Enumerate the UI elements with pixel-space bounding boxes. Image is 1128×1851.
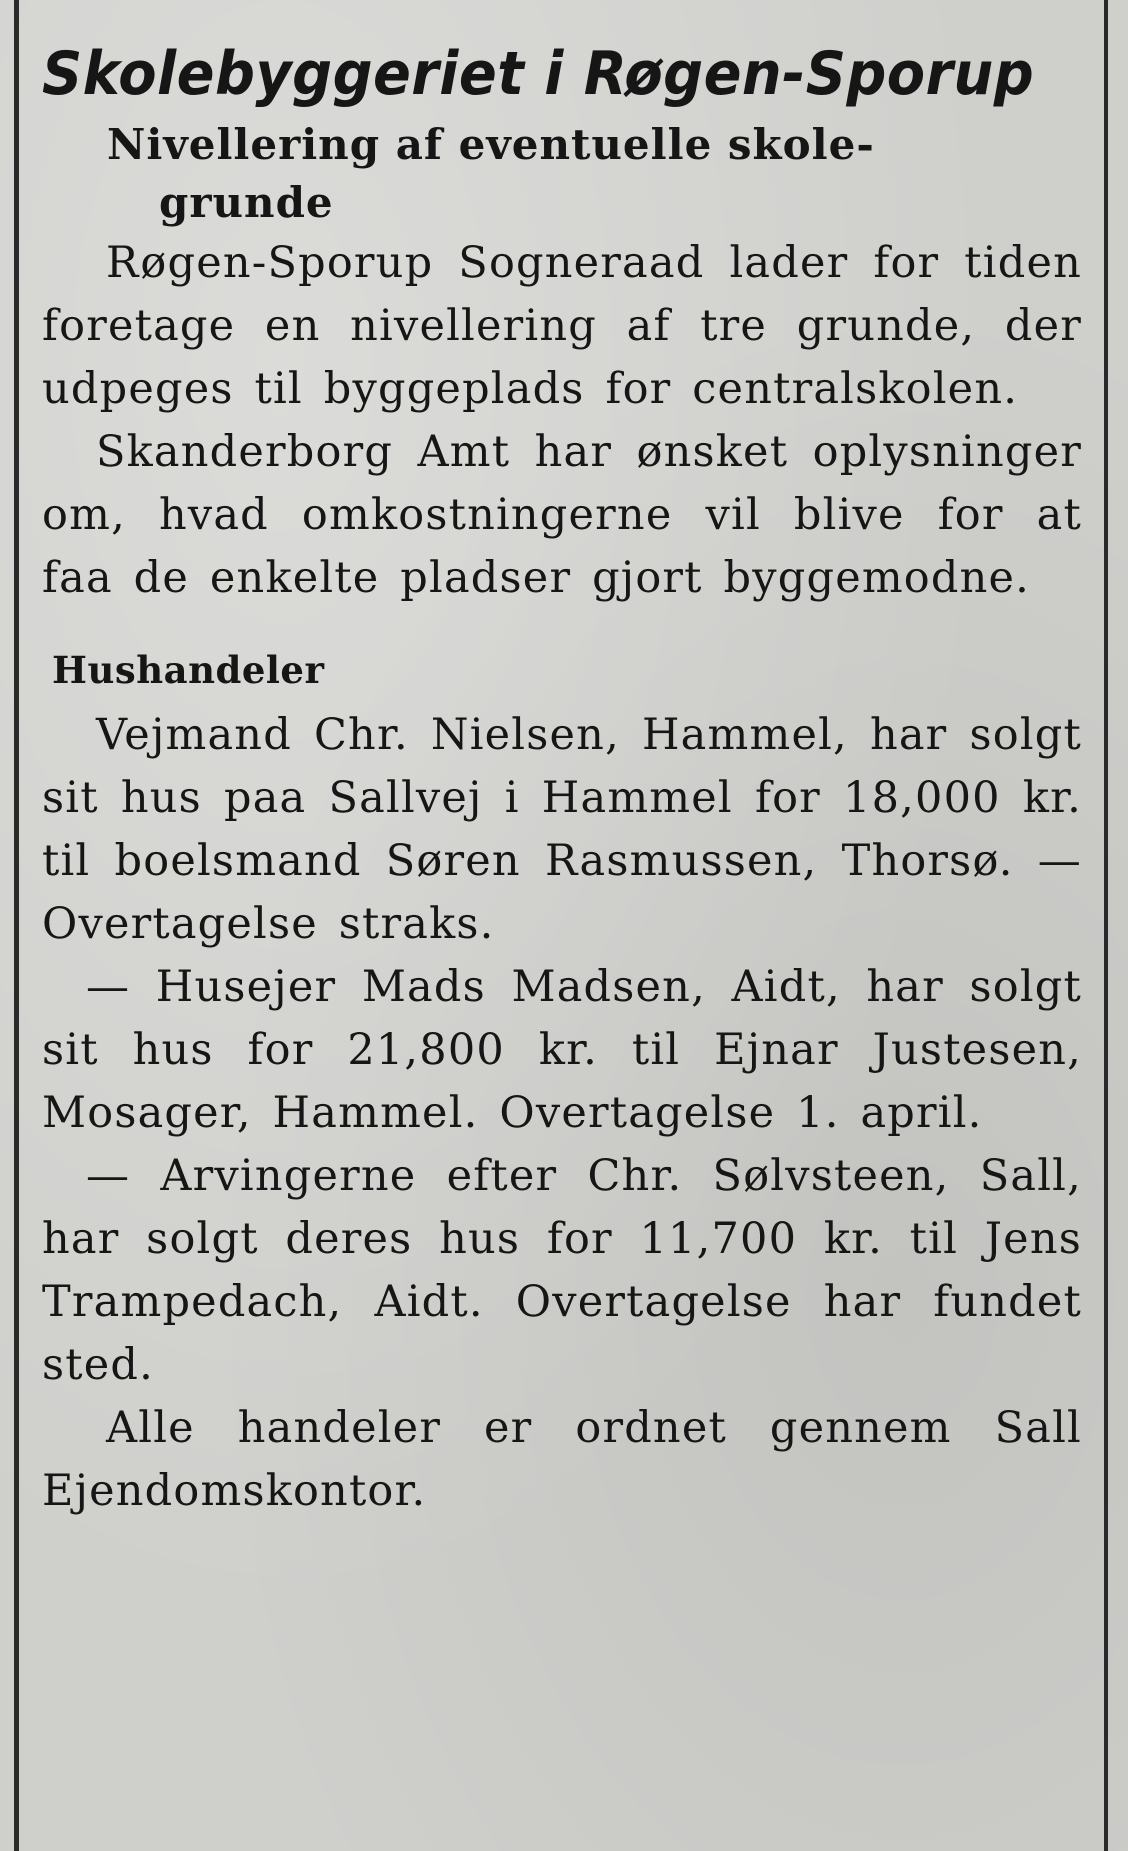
subheadline-line-1: Nivellering af eventuelle skole-	[107, 120, 875, 169]
hushandel-paragraph: — Arvingerne efter Chr. Sølvsteen, Sall, har solgt deres hus for 11,700 kr. til Jens Trampedach, Aidt. Overtagelse har fundet sted.	[42, 1151, 1082, 1390]
column-rule-right	[1104, 0, 1108, 1851]
article-paragraph: Skanderborg Amt har ønsket oplysninger om, hvad omkostningerne vil blive for at faa de enkelte pladser gjort byggemodne.	[42, 427, 1082, 603]
article-paragraph: Røgen-Sporup Sogneraad lader for tiden foretage en nivellering af tre grunde, der udpeges til byggeplads for centralskolen.	[42, 238, 1082, 414]
headline: Skolebyggeriet i Røgen-Sporup	[42, 39, 1035, 109]
hushandel-paragraph: — Husejer Mads Madsen, Aidt, har solgt sit hus for 21,800 kr. til Ejnar Justesen, Mosager, Hammel. Overtagelse 1. april.	[42, 962, 1082, 1138]
article	[42, 32, 1082, 1523]
section-heading: Hushandeler	[52, 648, 325, 692]
subheadline	[42, 116, 1082, 232]
hushandel-paragraph: Alle handeler er ordnet gennem Sall Ejendomskontor.	[42, 1403, 1082, 1516]
column-rule-left	[14, 0, 19, 1851]
subheadline-line-2: grunde	[159, 178, 334, 227]
hushandel-paragraph: Vejmand Chr. Nielsen, Hammel, har solgt sit hus paa Sallvej i Hammel for 18,000 kr. til boelsmand Søren Rasmussen, Thorsø. — Overtagelse straks.	[42, 710, 1082, 949]
